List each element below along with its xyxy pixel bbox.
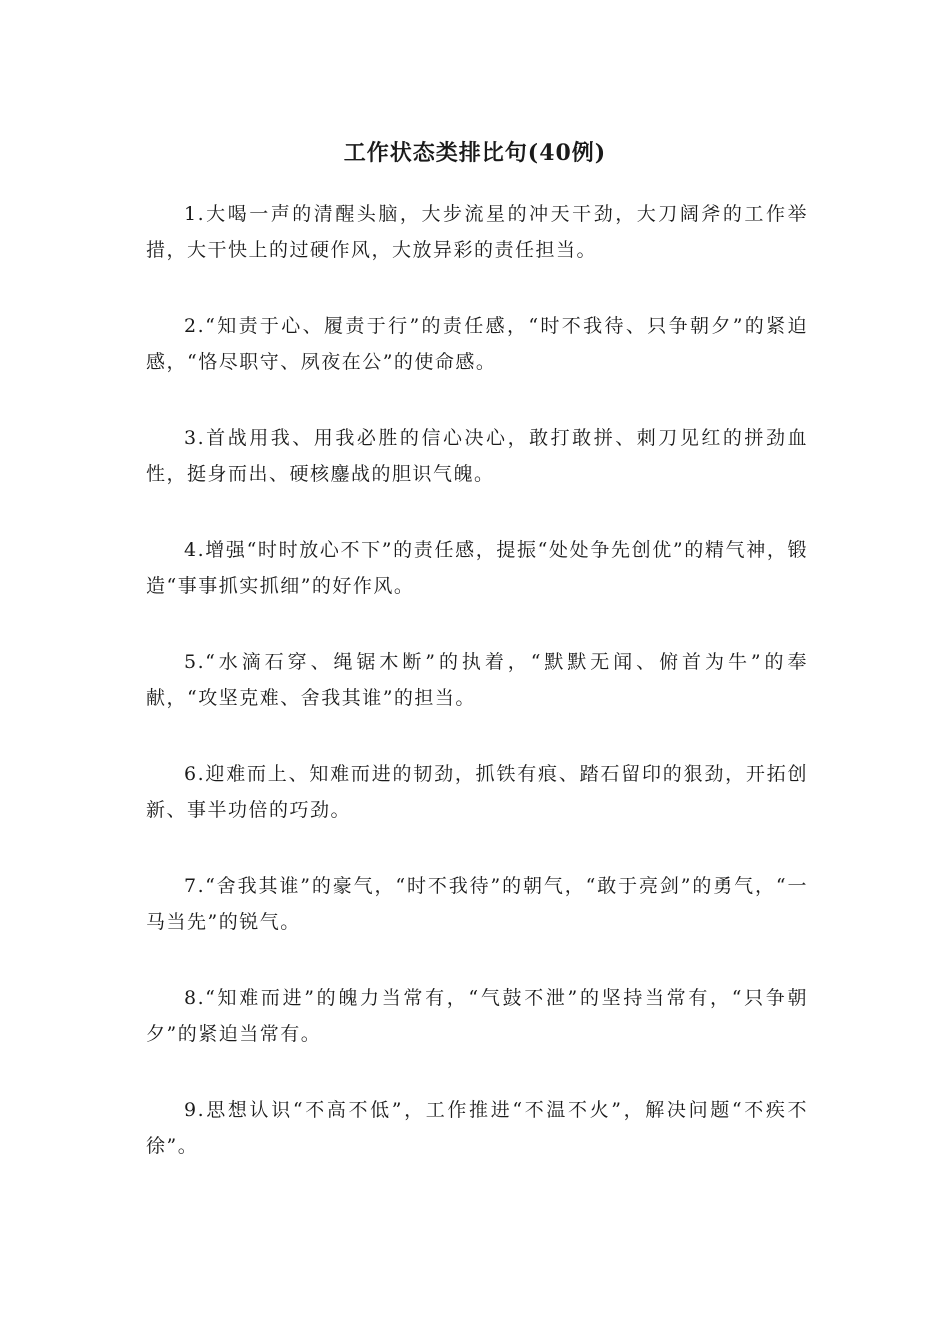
- document-title: 工作状态类排比句(40例): [343, 140, 607, 166]
- document-body: [146, 196, 808, 1204]
- paragraph-3: 3.首战用我、用我必胜的信心决心，敢打敢拼、刺刀见红的拼劲血性，挺身而出、硬核鏖战的胆识气魄。: [146, 427, 808, 485]
- paragraph-6: 6.迎难而上、知难而进的韧劲，抓铁有痕、踏石留印的狠劲，开拓创新、事半功倍的巧劲。: [146, 763, 808, 821]
- paragraph-8: 8.“知难而进”的魄力当常有，“气鼓不泄”的坚持当常有，“只争朝夕”的紧迫当常有。: [146, 987, 808, 1045]
- paragraph-5: 5.“水滴石穿、绳锯木断”的执着，“默默无闻、俯首为牛”的奉献，“攻坚克难、舍我其谁”的担当。: [146, 651, 808, 709]
- paragraph-4: 4.增强“时时放心不下”的责任感，提振“处处争先创优”的精气神，锻造“事事抓实抓细”的好作风。: [146, 539, 808, 597]
- paragraph-9: 9.思想认识“不高不低”，工作推进“不温不火”，解决问题“不疾不徐”。: [146, 1099, 808, 1157]
- paragraph-2: 2.“知责于心、履责于行”的责任感，“时不我待、只争朝夕”的紧迫感，“恪尽职守、夙夜在公”的使命感。: [146, 315, 808, 373]
- paragraph-1: 1.大喝一声的清醒头脑，大步流星的冲天干劲，大刀阔斧的工作举措，大干快上的过硬作风，大放异彩的责任担当。: [146, 203, 808, 261]
- paragraph-7: 7.“舍我其谁”的豪气，“时不我待”的朝气，“敢于亮剑”的勇气，“一马当先”的锐气。: [146, 875, 808, 933]
